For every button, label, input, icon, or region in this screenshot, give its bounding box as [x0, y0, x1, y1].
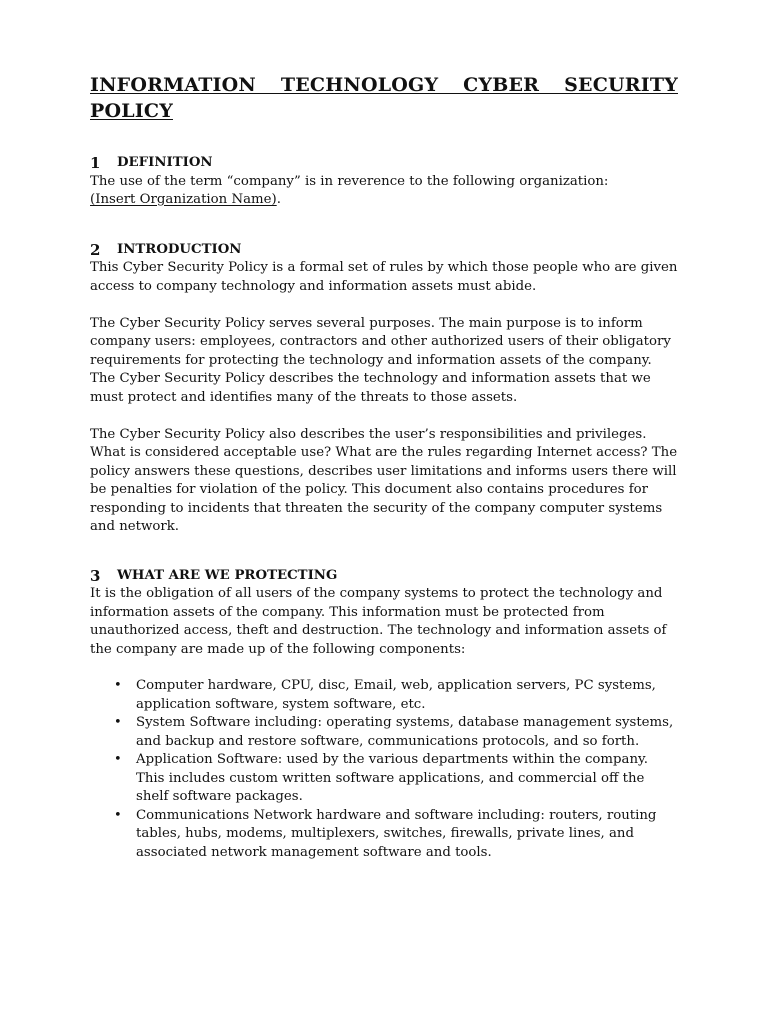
introduction-paragraph: This Cyber Security Policy is a formal set of rules by which those people who are given access to company technology and information assets must abide. [90, 260, 678, 294]
list-item [114, 751, 678, 807]
section-heading-text: WHAT ARE WE PROTECTING [117, 567, 338, 583]
list-item-text: System Software including: operating systems, database management systems, and backup and restore software, communications protocols, and so forth. [136, 715, 674, 749]
section-number: 3 [90, 566, 101, 585]
document-title: INFORMATION TECHNOLOGY CYBER SECURITY POLICY [90, 74, 678, 122]
section-heading [90, 154, 678, 173]
list-item-text: Application Software: used by the various departments within the company. This includes custom written software applications, and commercial off the shelf software packages. [136, 752, 649, 804]
organization-name-placeholder: (Insert Organization Name) [90, 192, 277, 207]
section-introduction [90, 241, 678, 537]
protecting-paragraph: It is the obligation of all users of the company systems to protect the technology and information assets of the company. This information must be protected from unauthorized access, theft and destruction. The technology and information assets of the company are made up of the following components: [90, 586, 667, 657]
definition-text: The use of the term “company” is in reverence to the following organization: [90, 173, 609, 189]
bullet-icon: • [114, 715, 122, 730]
list-item-text: Communications Network hardware and software including: routers, routing tables, hubs, modems, multiplexers, switches, firewalls, private lines, and associated network management software and tools. [136, 807, 657, 860]
section-number: 1 [90, 154, 101, 172]
section-definition [90, 154, 678, 210]
list-item [114, 714, 678, 751]
list-item [114, 677, 678, 714]
asset-components-list [90, 677, 678, 862]
section-what-are-we-protecting [90, 567, 678, 863]
section-heading-text: INTRODUCTION [117, 241, 242, 257]
introduction-paragraph: The Cyber Security Policy also describes the user’s responsibilities and privileges. What is considered acceptable use? What are the rules regarding Internet access? The policy answers these questions, describes user limitations and informs users there will be penalties for violation of the policy. This document also contains procedures for responding to incidents that threaten the security of the company computer systems and network. [90, 426, 678, 534]
section-heading [90, 241, 678, 260]
introduction-paragraph: The Cyber Security Policy serves several purposes. The main purpose is to inform company users: employees, contractors and other authorized users of their obligatory requirements for protecting the technology and information assets of the company. The Cyber Security Policy describes the technology and information assets that we must protect and identifies many of the threats to those assets. [90, 315, 671, 405]
list-item-text: Computer hardware, CPU, disc, Email, web, application servers, PC systems, application software, system software, etc. [136, 678, 656, 712]
definition-paragraph [90, 173, 678, 210]
bullet-icon: • [114, 807, 122, 823]
section-number: 2 [90, 240, 101, 259]
section-heading-text: DEFINITION [117, 155, 213, 170]
bullet-icon: • [114, 678, 122, 693]
definition-punctuation: . [276, 192, 281, 207]
list-item [114, 807, 678, 863]
section-heading [90, 567, 678, 586]
bullet-icon: • [114, 752, 122, 767]
